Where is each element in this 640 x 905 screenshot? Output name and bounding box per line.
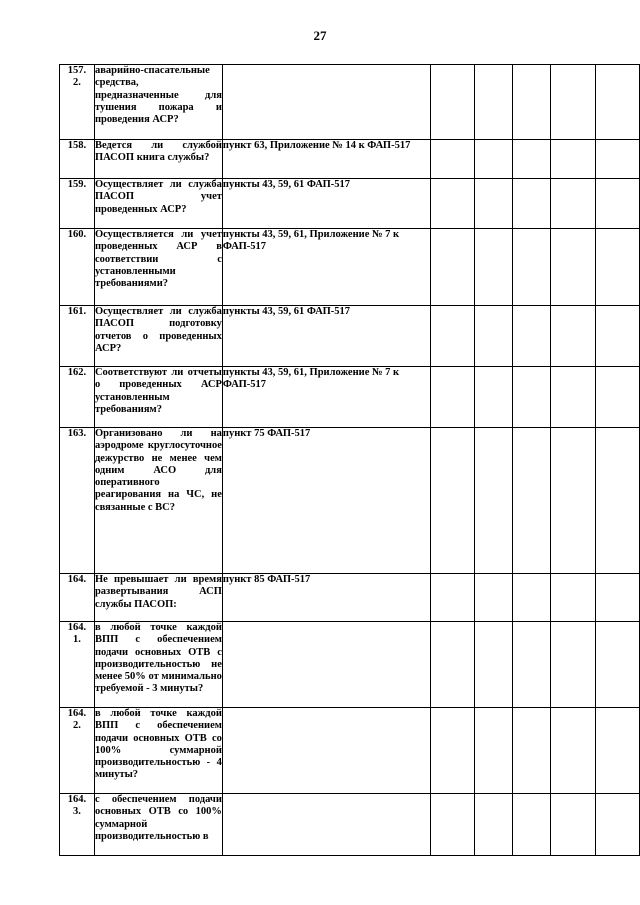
question-text: Ведется ли службой ПАСОП книга службы? [94,140,222,179]
blank-cell [475,65,513,140]
blank-cell [513,367,551,428]
row-number: 159. [60,179,95,229]
legal-reference: пункт 63, Приложение № 14 к ФАП-517 [222,140,430,179]
row-number: 164. 2. [60,708,95,794]
blank-cell [475,306,513,367]
blank-cell [475,229,513,306]
legal-reference: пункт 85 ФАП-517 [222,574,430,622]
blank-cell [596,140,640,179]
blank-cell [430,622,475,708]
blank-cell [551,65,596,140]
blank-cell [551,574,596,622]
blank-cell [430,794,475,856]
blank-cell [475,794,513,856]
table-row [60,794,640,856]
row-number: 163. [60,428,95,574]
blank-cell [513,794,551,856]
row-number: 164. 1. [60,622,95,708]
blank-cell [596,306,640,367]
blank-cell [596,428,640,574]
table-row [60,708,640,794]
blank-cell [551,229,596,306]
table-row [60,428,640,574]
table-row [60,574,640,622]
legal-reference: пункт 75 ФАП-517 [222,428,430,574]
blank-cell [596,794,640,856]
page-number: 27 [313,28,327,43]
checklist-table [59,64,640,856]
question-text: Осуществляется ли учет проведенных АСР в соответствии с установленными требованиями? [94,229,222,306]
table-row [60,229,640,306]
row-number: 158. [60,140,95,179]
blank-cell [513,65,551,140]
blank-cell [596,708,640,794]
table-row [60,140,640,179]
legal-reference [222,65,430,140]
blank-cell [551,306,596,367]
blank-cell [475,367,513,428]
row-number: 164. 3. [60,794,95,856]
legal-reference: пункты 43, 59, 61 ФАП-517 [222,306,430,367]
blank-cell [596,622,640,708]
table-row [60,306,640,367]
blank-cell [475,708,513,794]
blank-cell [596,229,640,306]
blank-cell [475,428,513,574]
legal-reference: пункты 43, 59, 61, Приложение № 7 к ФАП-517 [222,367,430,428]
legal-reference: пункты 43, 59, 61, Приложение № 7 к ФАП-517 [222,229,430,306]
question-text: в любой точке каждой ВПП с обеспечением подачи основных ОТВ со 100% суммарной производительностью - 4 минуты? [94,708,222,794]
question-text: Организовано ли на аэродроме круглосуточное дежурство не менее чем одним АСО для оперативного реагирования на ЧС, не связанные с ВС? [94,428,222,574]
blank-cell [551,179,596,229]
legal-reference [222,708,430,794]
blank-cell [551,428,596,574]
blank-cell [430,367,475,428]
table-row [60,367,640,428]
row-number: 157. 2. [60,65,95,140]
blank-cell [596,65,640,140]
blank-cell [430,574,475,622]
blank-cell [513,574,551,622]
row-number: 161. [60,306,95,367]
blank-cell [513,229,551,306]
row-number: 160. [60,229,95,306]
blank-cell [596,574,640,622]
question-text: Осуществляет ли служба ПАСОП учет проведенных АСР? [94,179,222,229]
blank-cell [513,708,551,794]
blank-cell [551,140,596,179]
table-row [60,179,640,229]
blank-cell [475,622,513,708]
legal-reference [222,794,430,856]
blank-cell [513,140,551,179]
blank-cell [430,179,475,229]
blank-cell [430,428,475,574]
blank-cell [430,708,475,794]
question-text: аварийно-спасательные средства, предназначенные для тушения пожара и проведения АСР? [94,65,222,140]
question-text: Осуществляет ли служба ПАСОП подготовку отчетов о проведенных АСР? [94,306,222,367]
question-text: Соответствуют ли отчеты о проведенных АСР установленным требованиям? [94,367,222,428]
blank-cell [551,622,596,708]
blank-cell [513,428,551,574]
blank-cell [430,65,475,140]
blank-cell [430,229,475,306]
question-text: Не превышает ли время развертывания АСП службы ПАСОП: [94,574,222,622]
table-row [60,622,640,708]
blank-cell [513,306,551,367]
row-number: 162. [60,367,95,428]
legal-reference: пункты 43, 59, 61 ФАП-517 [222,179,430,229]
blank-cell [430,306,475,367]
row-number: 164. [60,574,95,622]
blank-cell [596,179,640,229]
blank-cell [475,574,513,622]
blank-cell [475,140,513,179]
blank-cell [551,794,596,856]
legal-reference [222,622,430,708]
blank-cell [513,622,551,708]
table-row [60,65,640,140]
blank-cell [513,179,551,229]
blank-cell [596,367,640,428]
blank-cell [551,367,596,428]
blank-cell [430,140,475,179]
blank-cell [475,179,513,229]
question-text: с обеспечением подачи основных ОТВ со 100% суммарной производительностью в [94,794,222,856]
question-text: в любой точке каждой ВПП с обеспечением подачи основных ОТВ с производительностью не менее 50% от минимально требуемой - 3 минуты? [94,622,222,708]
blank-cell [551,708,596,794]
